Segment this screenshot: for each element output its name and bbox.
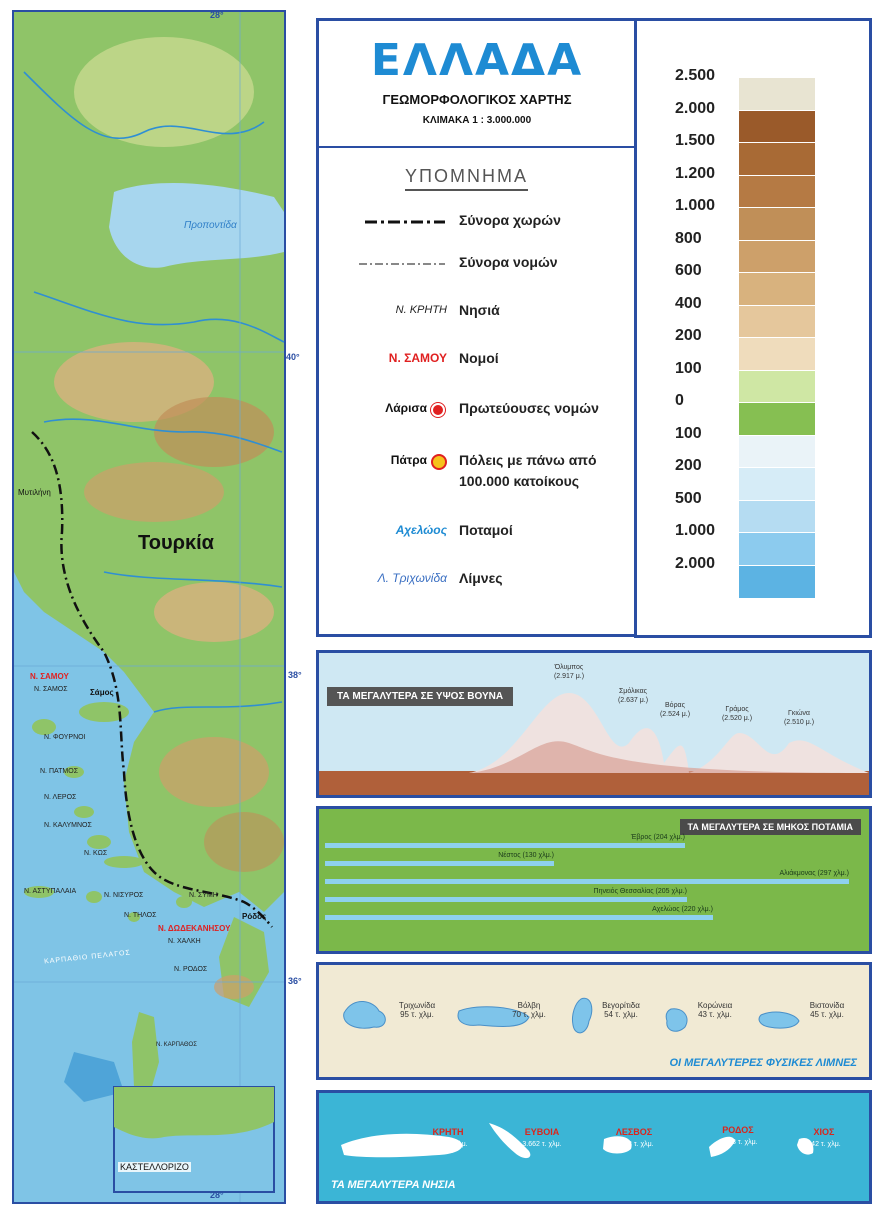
city-dot-icon <box>431 454 447 470</box>
country-border-symbol <box>365 218 445 226</box>
peak-name: Όλυμπος <box>554 664 584 671</box>
peak-height: (2.510 μ.) <box>783 719 815 726</box>
samos-label: Σάμος <box>90 688 114 697</box>
elevation-label: 100 <box>675 424 702 442</box>
n-tilos-label: Ν. ΤΗΛΟΣ <box>124 912 157 919</box>
coord-40: 40° <box>286 352 300 362</box>
mountains-panel <box>316 650 872 798</box>
island-name: ΛΕΣΒΟΣ <box>615 1127 653 1137</box>
lake-area: 43 τ. χλμ. <box>698 1010 732 1019</box>
elevation-band <box>739 305 815 339</box>
peak-height: (2.524 μ.) <box>659 711 691 718</box>
n-samou-label: Ν. ΣΑΜΟΥ <box>30 672 69 681</box>
mountains-title-bar <box>327 687 513 706</box>
prefecture-symbol: Ν. ΣΑΜΟΥ <box>388 351 447 365</box>
elevation-label: 0 <box>675 392 684 409</box>
river-bar <box>325 843 685 848</box>
peak-name: Σμόλικας <box>618 688 647 695</box>
legend-item <box>319 400 635 424</box>
turkey-label: Τουρκία <box>138 532 214 554</box>
propontida-label: Προποντίδα <box>184 220 237 231</box>
n-symi-label: Ν. ΣΥΜΗ <box>189 892 218 899</box>
elevation-band <box>739 272 815 306</box>
n-chalki-label: Ν. ΧΑΛΚΗ <box>168 938 201 945</box>
lake-area: 45 τ. χλμ. <box>810 1010 844 1019</box>
legend-item <box>319 570 635 594</box>
map-strip[interactable] <box>12 10 302 1204</box>
elevation-band <box>739 370 815 404</box>
island-area: 8.261 τ. χλμ. <box>428 1141 468 1148</box>
island-area: 1.398 τ. χλμ. <box>718 1139 758 1146</box>
lake-label <box>377 1001 457 1019</box>
legend-heading: ΥΠΟΜΝΗΜΑ <box>405 166 528 191</box>
lake-name: Βόλβη <box>517 1001 541 1010</box>
legend-label: Νησιά <box>459 302 500 318</box>
n-kalymnos-label: Ν. ΚΑΛΥΜΝΟΣ <box>44 822 92 829</box>
n-kos-label: Ν. ΚΩΣ <box>84 850 108 857</box>
island-name: ΚΡΗΤΗ <box>432 1127 464 1137</box>
lake-name: Κορώνεια <box>697 1001 733 1010</box>
elevation-band <box>739 175 815 209</box>
elevation-label: 400 <box>675 294 702 312</box>
coord-bottom: 28° <box>210 1190 224 1200</box>
river-label: Νέστος (130 χλμ.) <box>498 852 554 859</box>
map-canvas <box>14 12 284 1202</box>
island-area: 3.662 τ. χλμ. <box>522 1141 562 1148</box>
elevation-scale <box>634 18 872 638</box>
river-label: Πηνειός Θεσσαλίας (205 χλμ.) <box>593 888 687 895</box>
island-name: ΕΥΒΟΙΑ <box>524 1127 560 1137</box>
island-name: ΧΙΟΣ <box>813 1127 835 1137</box>
title-panel <box>316 18 638 149</box>
elevation-band <box>739 435 815 469</box>
peak-label <box>709 705 765 723</box>
peak-label <box>541 663 597 681</box>
mountains-title: ΤΑ ΜΕΓΑΛΥΤΕΡΑ ΣΕ ΥΨΟΣ ΒΟΥΝΑ <box>337 691 504 702</box>
legend-label: Νομοί <box>459 350 499 366</box>
elevation-label: 100 <box>675 359 702 377</box>
map-subtitle: ΓΕΩΜΟΡΦΟΛΟΓΙΚΟΣ ΧΑΡΤΗΣ <box>382 92 572 107</box>
elevation-label: 1.500 <box>675 132 716 149</box>
island-area: 1.633 τ. χλμ. <box>614 1141 654 1148</box>
river-label: Έβρος (204 χλμ.) <box>630 834 685 841</box>
elevation-band <box>739 467 815 501</box>
n-karpathos-label: Ν. ΚΑΡΠΑΘΟΣ <box>156 1042 197 1048</box>
elevation-band <box>739 565 815 599</box>
city-symbol: Πάτρα <box>390 453 427 467</box>
karpathio-label: ΚΑΡΠΑΘΙΟ ΠΕΛΑΓΟΣ <box>43 949 132 966</box>
elevation-label: 600 <box>675 262 702 279</box>
elevation-label: 1.200 <box>675 164 716 182</box>
river-label: Αχελώος (220 χλμ.) <box>652 906 713 913</box>
lake-name: Βεγορίτιδα <box>602 1001 640 1010</box>
islands-panel <box>316 1090 872 1204</box>
elevation-band <box>739 337 815 371</box>
mytilini-label: Μυτιλήνη <box>18 488 51 497</box>
legend-item <box>319 452 635 496</box>
peak-name: Γκιώνα <box>788 710 810 717</box>
legend-label: Ποταμοί <box>459 522 513 538</box>
elevation-label: 1.000 <box>675 522 716 539</box>
elevation-label: 1.000 <box>675 197 716 214</box>
elevation-label: 2.500 <box>675 67 716 84</box>
lakes-panel <box>316 962 872 1080</box>
legend-label: Σύνορα νομών <box>459 254 558 270</box>
elevation-label: 200 <box>675 327 702 344</box>
n-fournoi-label: Ν. ΦΟΥΡΝΟΙ <box>44 734 86 741</box>
coord-38: 38° <box>288 670 302 680</box>
island-name: ΡΟΔΟΣ <box>722 1125 754 1135</box>
lakes-title: ΟΙ ΜΕΓΑΛΥΤΕΡΕΣ ΦΥΣΙΚΕΣ ΛΙΜΝΕΣ <box>669 1057 857 1069</box>
elevation-band <box>739 532 815 566</box>
elevation-label: 2.000 <box>675 554 716 572</box>
peak-height: (2.637 μ.) <box>617 697 649 704</box>
lake-name: Βιστονίδα <box>809 1001 845 1010</box>
elevation-label: 500 <box>675 489 702 507</box>
river-bar <box>325 897 687 902</box>
n-rodos-label: Ν. ΡΟΔΟΣ <box>174 966 208 973</box>
elevation-band <box>739 240 815 274</box>
elevation-label: 200 <box>675 457 702 474</box>
n-samos-label: Ν. ΣΑΜΟΣ <box>34 686 68 693</box>
n-patmos-label: Ν. ΠΑΤΜΟΣ <box>40 768 79 775</box>
legend-label: Πρωτεύουσες νομών <box>459 400 599 416</box>
river-symbol: Αχελώος <box>395 523 447 537</box>
coord-top: 28° <box>210 10 224 20</box>
lake-area: 95 τ. χλμ. <box>400 1010 434 1019</box>
legend-label: Πόλεις με πάνω από 100.000 κατοίκους <box>459 452 597 489</box>
elevation-band <box>739 402 815 436</box>
n-dodekanisou-label: Ν. ΔΩΔΕΚΑΝΗΣΟΥ <box>158 924 231 933</box>
rivers-title-bar <box>680 819 862 835</box>
lake-area: 70 τ. χλμ. <box>512 1010 546 1019</box>
legend-label: Λίμνες <box>459 570 503 586</box>
peak-height: (2.917 μ.) <box>553 673 585 680</box>
legend-panel <box>316 146 638 637</box>
legend-item <box>319 522 635 546</box>
n-astypalaia-label: Ν. ΑΣΤΥΠΑΛΑΙΑ <box>24 888 77 895</box>
n-leros-label: Ν. ΛΕΡΟΣ <box>44 794 77 801</box>
river-bar <box>325 861 554 866</box>
rodos-label: Ρόδος <box>242 912 267 921</box>
elevation-band <box>739 110 815 144</box>
elevation-label: 800 <box>675 229 702 247</box>
elevation-band <box>739 207 815 241</box>
elevation-band <box>739 142 815 176</box>
n-nisyros-label: Ν. ΝΙΣΥΡΟΣ <box>104 892 144 899</box>
rivers-title: ΤΑ ΜΕΓΑΛΥΤΕΡΑ ΣΕ ΜΗΚΟΣ ΠΟΤΑΜΙΑ <box>687 822 853 832</box>
legend-label: Σύνορα χωρών <box>459 212 561 228</box>
lake-name: Τριχωνίδα <box>398 1001 436 1010</box>
river-bar <box>325 915 713 920</box>
legend-item <box>319 350 635 374</box>
legend-item <box>319 254 635 278</box>
lake-area: 54 τ. χλμ. <box>604 1010 638 1019</box>
elevation-label: 2.000 <box>675 99 716 117</box>
capital-dot-icon <box>431 403 445 417</box>
legend-item <box>319 302 635 326</box>
capital-symbol: Λάρισα <box>385 401 427 415</box>
peak-name: Γράμος <box>725 706 749 713</box>
map-scale: ΚΛΙΜΑΚΑ 1 : 3.000.000 <box>422 115 532 126</box>
kastellorizo-label: ΚΑΣΤΕΛΛΟΡΙΖΟ <box>120 1162 189 1172</box>
lake-label <box>489 1001 569 1019</box>
lake-label <box>675 1001 755 1019</box>
peak-label <box>647 701 703 719</box>
island-symbol: Ν. ΚΡΗΤΗ <box>395 304 447 316</box>
coord-36: 36° <box>288 976 302 986</box>
lake-label <box>581 1001 661 1019</box>
peak-name: Βόρας <box>665 702 685 709</box>
lake-label <box>787 1001 867 1019</box>
river-bar <box>325 879 849 884</box>
elevation-band <box>739 500 815 534</box>
peak-height: (2.520 μ.) <box>721 715 753 722</box>
elevation-band <box>739 77 815 111</box>
rivers-panel <box>316 806 872 954</box>
prefecture-border-symbol <box>359 260 445 268</box>
legend-item <box>319 212 635 236</box>
river-label: Αλιάκμονας (297 χλμ.) <box>779 870 849 877</box>
peak-label <box>771 709 827 727</box>
lake-symbol: Λ. Τριχωνίδα <box>377 571 447 585</box>
island-area: 842 τ. χλμ. <box>807 1141 841 1148</box>
map-title: ΕΛΛΑΔΑ <box>370 35 584 86</box>
islands-title: ΤΑ ΜΕΓΑΛΥΤΕΡΑ ΝΗΣΙΑ <box>331 1179 456 1191</box>
